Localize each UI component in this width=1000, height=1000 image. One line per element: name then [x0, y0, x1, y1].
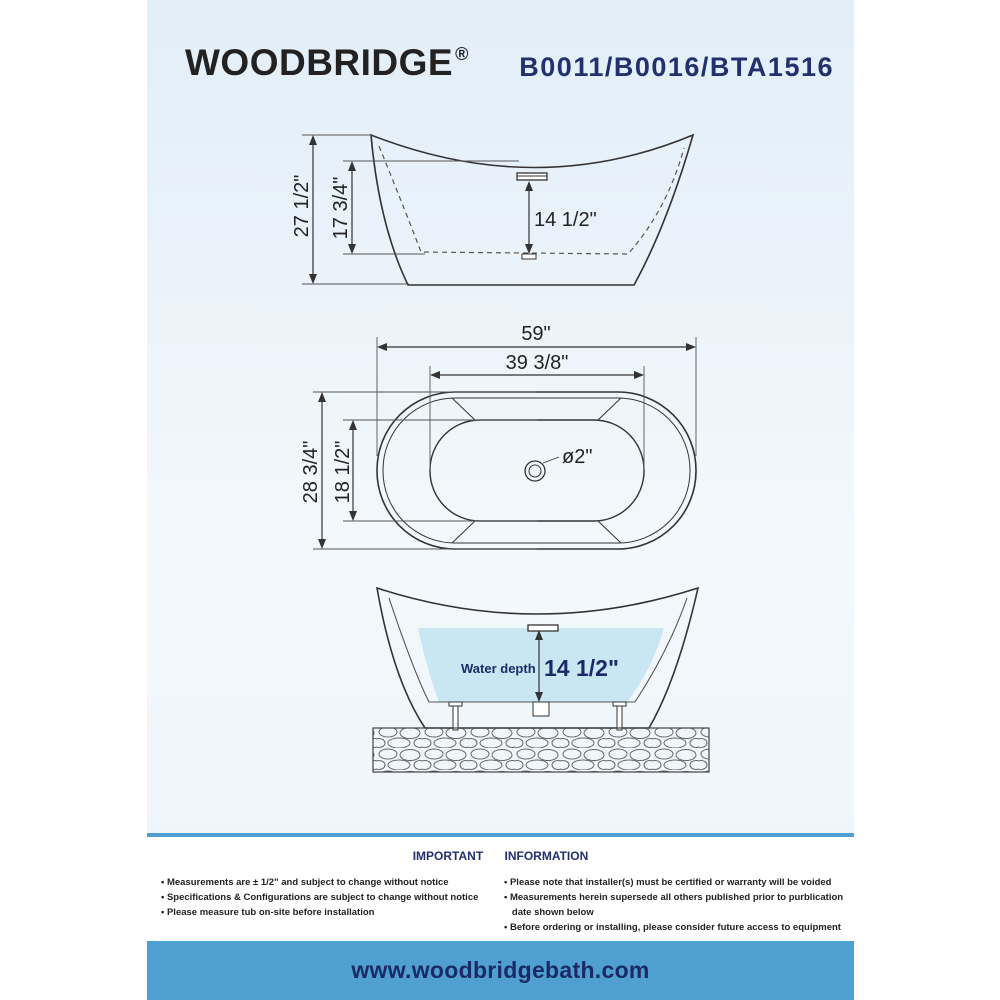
width-label: 28 3/4" — [300, 440, 322, 504]
tub-top-outline — [377, 392, 696, 549]
technical-drawing — [147, 0, 854, 833]
side-view — [291, 135, 693, 285]
info-heading-information: INFORMATION — [504, 849, 589, 863]
tub-basin — [430, 420, 644, 521]
drain-diameter-label: ø2" — [562, 446, 593, 468]
info-item: • Please measure tub on-site before installation — [161, 907, 375, 918]
info-item: • Measurements herein supersede all others published prior to purblication — [504, 892, 844, 903]
foot-left — [453, 704, 458, 730]
info-heading-important: IMPORTANT — [412, 849, 484, 863]
water-view — [373, 588, 709, 772]
drain-outer — [525, 461, 545, 481]
overflow-height-label: 14 1/2" — [534, 209, 597, 231]
overflow-fitting-2 — [528, 625, 558, 631]
top-view — [300, 323, 696, 549]
important-information — [147, 837, 854, 941]
info-heading — [147, 849, 854, 863]
registered-mark: ® — [455, 43, 469, 64]
info-item: date shown below — [504, 907, 594, 918]
water-depth-label: Water depth — [461, 661, 536, 676]
stone-floor — [373, 728, 709, 772]
inner-width-label: 18 1/2" — [332, 440, 354, 504]
info-item: • Specifications & Configurations are subject to change without notice — [161, 892, 479, 903]
tub-side-outline — [371, 135, 693, 285]
info-item: • Measurements are ± 1/2" and subject to change without notice — [161, 877, 449, 888]
inner-depth-label: 17 3/4" — [330, 176, 352, 240]
drain-inner — [529, 465, 541, 477]
drain-fitting-2 — [533, 702, 549, 716]
tub-inner-dashed — [379, 146, 684, 254]
model-numbers: B0011/B0016/BTA1516 — [519, 52, 834, 82]
website-link[interactable]: www.woodbridgebath.com — [351, 957, 650, 983]
total-height-label: 27 1/2" — [291, 174, 313, 238]
length-label: 59" — [521, 323, 551, 345]
info-item: • Before ordering or installing, please consider future access to equipment — [504, 922, 841, 933]
foot-right — [617, 704, 622, 730]
info-right-list — [504, 875, 843, 935]
drain-fitting — [522, 254, 536, 259]
brand-name: WOODBRIDGE — [185, 42, 454, 83]
footer-bar — [147, 941, 854, 1000]
info-item: • Please note that installer(s) must be certified or warranty will be voided — [504, 877, 832, 888]
spec-sheet — [147, 0, 854, 1000]
info-left-list — [161, 875, 478, 920]
inner-length-label: 39 3/8" — [505, 352, 569, 374]
water-depth-value: 14 1/2" — [544, 655, 619, 681]
